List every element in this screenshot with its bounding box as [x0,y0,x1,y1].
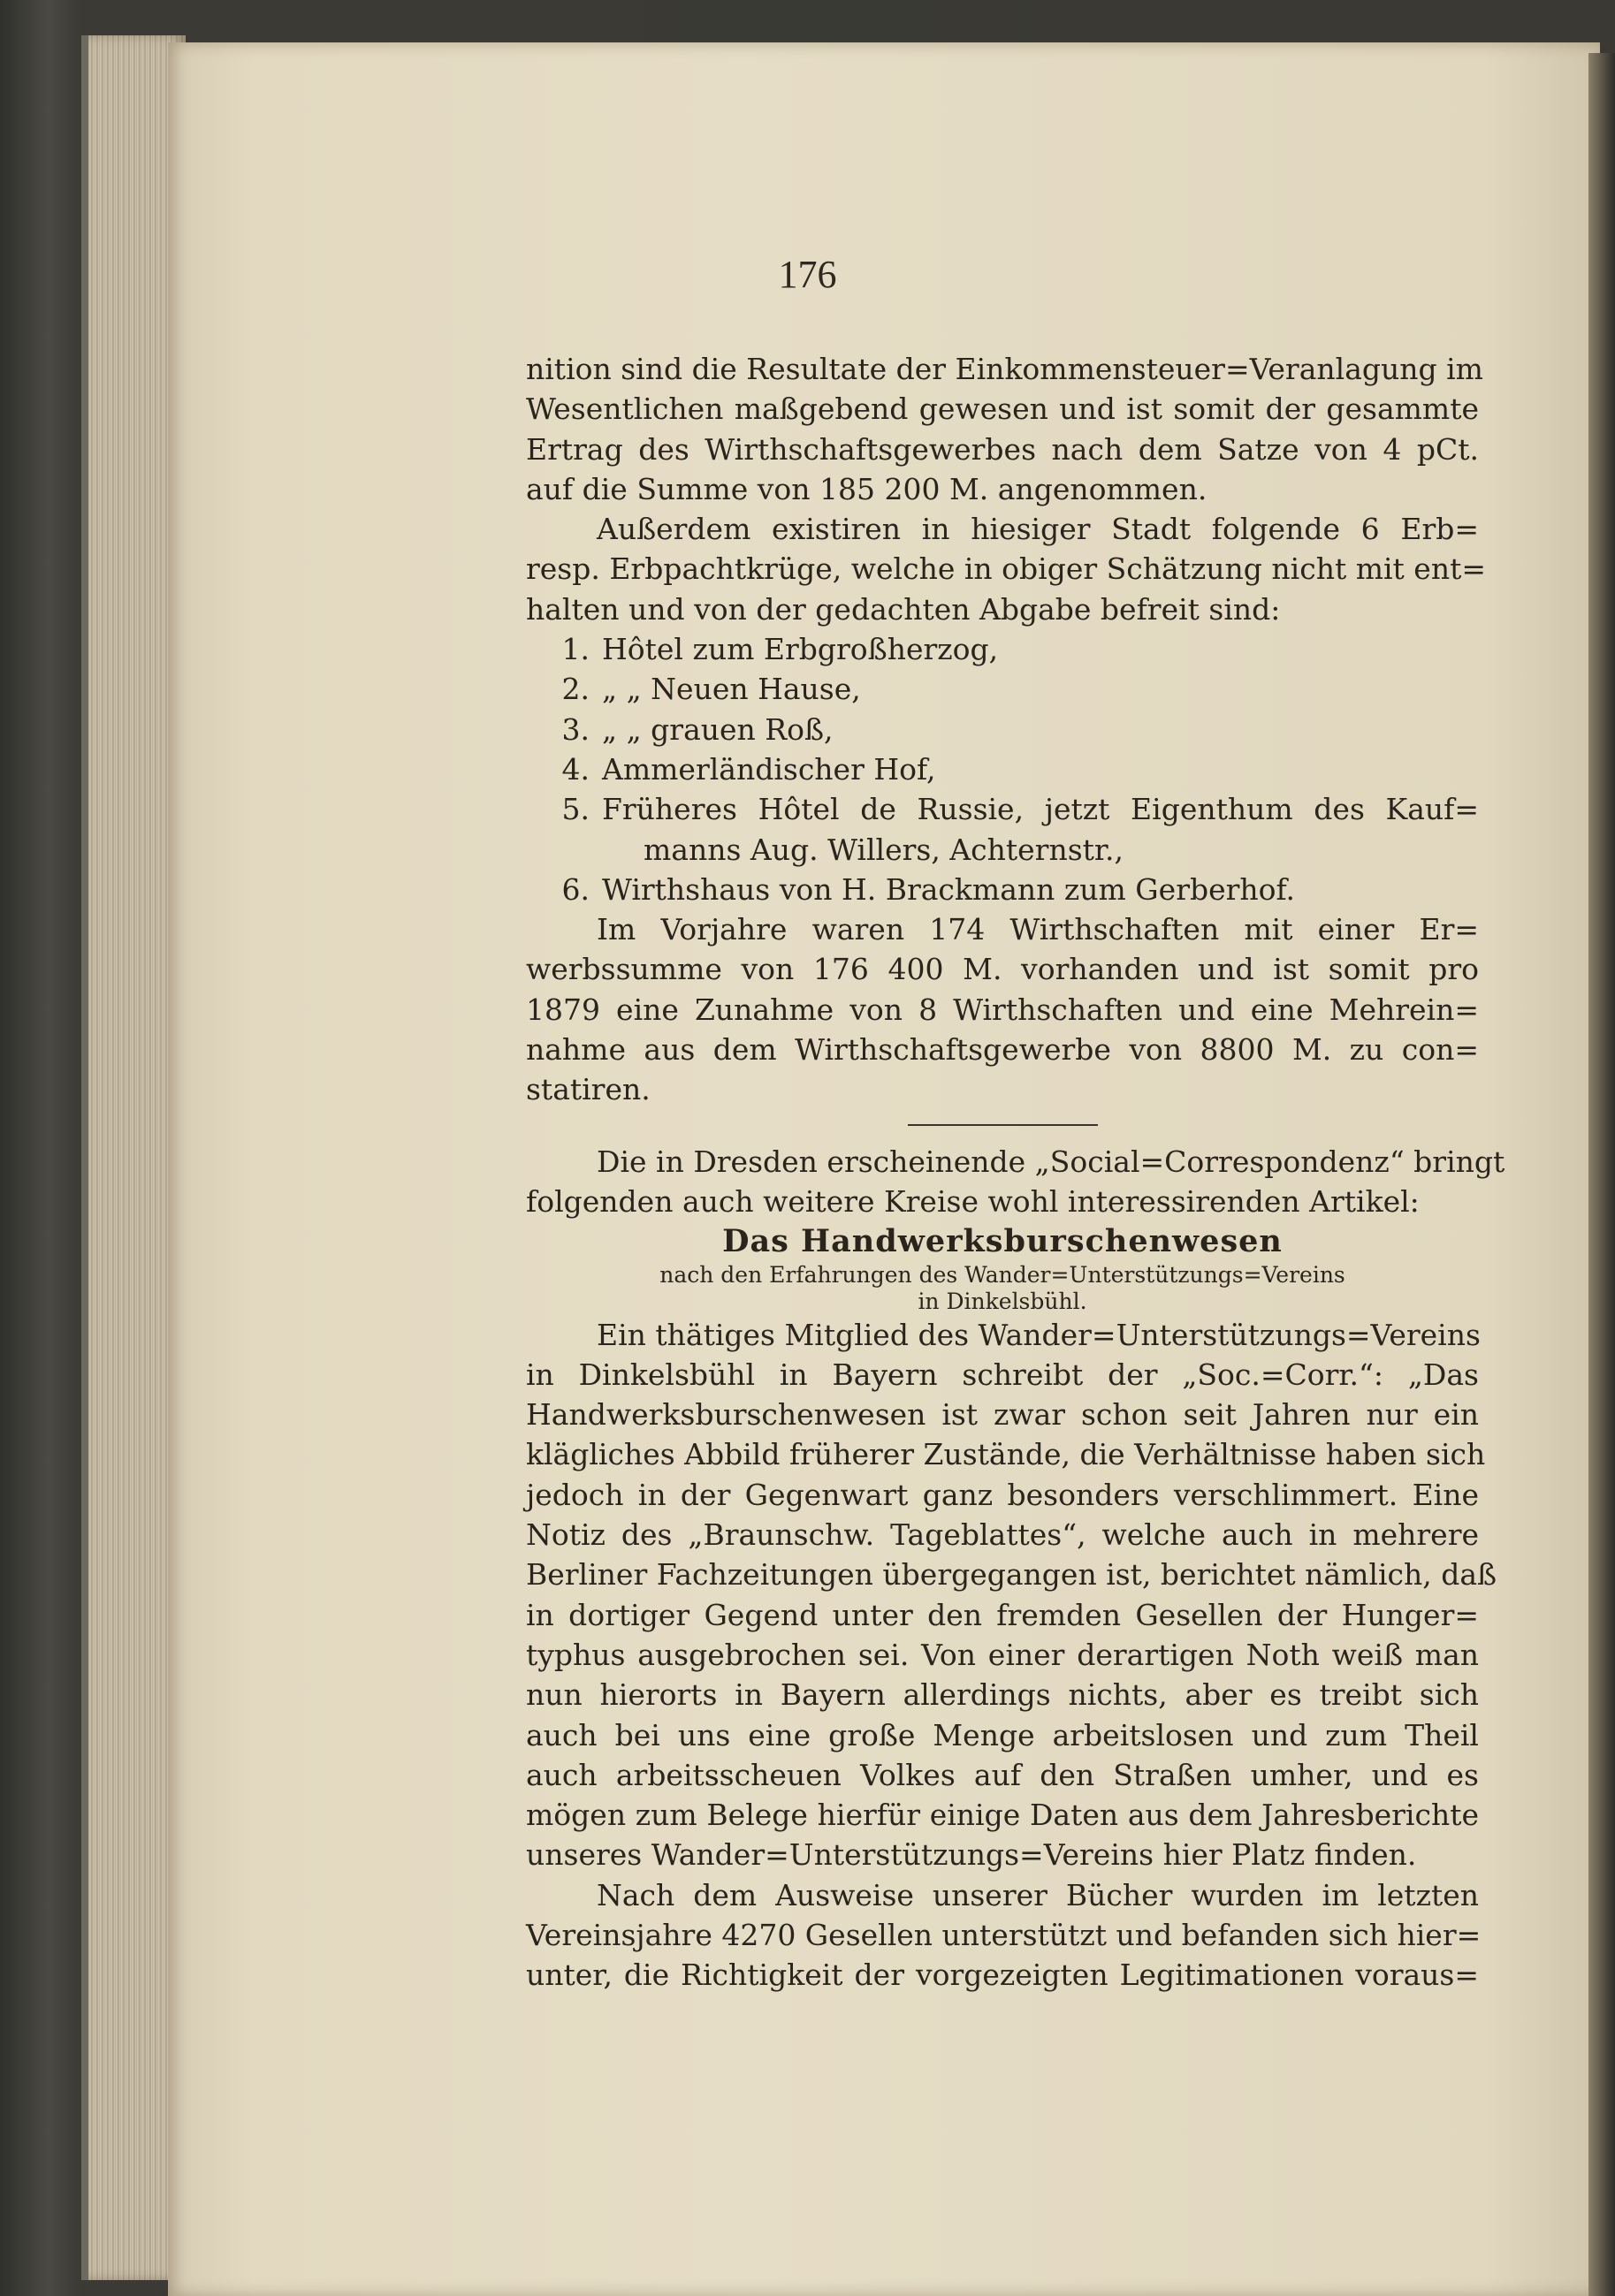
inn-list [526,629,1479,909]
text-line: jedoch in der Gegenwart ganz besonders verschlimmert. Eine [526,1477,1479,1512]
text-line: in dortiger Gegend unter den fremden Gesellen der Hunger= [526,1597,1479,1632]
text-line: unseres Wander=Unterstützungs=Vereins hier Platz finden. [526,1837,1417,1873]
text-line: auch arbeitsscheuen Volkes auf den Straßen umher, und es [526,1757,1479,1792]
text-line: Ertrag des Wirthschaftsgewerbes nach dem Satze von 4 pCt. [526,431,1479,467]
paragraph-4 [526,1142,1505,1222]
list-text: „ „ grauen Roß, [602,711,834,747]
text-line: Nach dem Ausweise unserer Bücher wurden im letzten [597,1877,1479,1912]
text-line: werbssumme von 176 400 M. vorhanden und ist somit pro [526,952,1479,987]
text-line: Vereinsjahre 4270 Gesellen unterstützt und befanden sich hier= [526,1917,1482,1952]
paragraph-3 [526,909,1479,1109]
text-line: Notiz des „Braunschw. Tageblattes“, welche auch in mehrere [526,1517,1479,1553]
list-text: Wirthshaus von H. Brackmann zum Gerberhof. [602,871,1296,907]
text-line: nun hierorts in Bayern allerdings nichts, aber es treibt sich [526,1677,1479,1713]
text-line: auch bei uns eine große Menge arbeitslosen und zum Theil [526,1717,1479,1752]
text-line: Berliner Fachzeitungen übergegangen ist, berichtet nämlich, daß [526,1557,1497,1593]
text-line: nahme aus dem Wirthschaftsgewerbe von 8800 M. zu con= [526,1032,1479,1068]
list-number: 2. [561,672,590,707]
page-number: 176 [778,253,837,296]
text-line: auf die Summe von 185 200 M. angenommen. [526,471,1207,506]
subtitle-line: in Dinkelsbühl. [918,1288,1087,1314]
subtitle-line: nach den Erfahrungen des Wander=Unterstützungs=Vereins [659,1261,1345,1288]
text-line: Im Vorjahre waren 174 Wirthschaften mit einer Er= [597,912,1479,947]
text-line: Wesentlichen maßgebend gewesen und ist somit der gesammte [526,392,1479,427]
text-line: in Dinkelsbühl in Bayern schreibt der „Soc.=Corr.“: „Das [526,1357,1479,1392]
list-item [526,710,1479,749]
text-line: resp. Erbpachtkrüge, welche in obiger Schätzung nicht mit ent= [526,551,1487,587]
text-line: nition sind die Resultate der Einkommensteuer=Veranlagung im [526,352,1483,386]
list-text: Ammerländischer Hof, [602,751,936,787]
paragraph-1 [526,349,1483,509]
list-item [526,749,1479,789]
list-item-continuation: manns Aug. Willers, Achternstr., [644,832,1124,867]
text-line: Ein thätiges Mitglied des Wander=Unterstützungs=Vereins [597,1317,1481,1352]
list-item [526,789,1479,829]
text-line: statiren. [526,1072,651,1107]
list-item [526,629,1479,669]
text-line: 1879 eine Zunahme von 8 Wirthschaften und eine Mehrein= [526,992,1479,1027]
list-text: „ „ Neuen Hause, [602,672,861,707]
paragraph-2 [526,509,1487,629]
list-text: Hôtel zum Erbgroßherzog, [602,632,999,667]
right-shadow [1588,53,1615,2296]
text-line: typhus ausgebrochen sei. Von einer derartigen Noth weiß man [526,1637,1479,1672]
list-number: 5. [561,792,590,827]
text-line: Außerdem existiren in hiesiger Stadt folgende 6 Erb= [597,512,1479,547]
text-line: folgenden auch weitere Kreise wohl interessirenden Artikel: [526,1183,1420,1219]
page-text [526,349,1505,1996]
list-number: 6. [561,871,590,907]
paragraph-6 [526,1875,1482,1996]
text-line: halten und von der gedachten Abgabe befreit sind: [526,591,1281,627]
text-line: Die in Dresden erscheinende „Social=Correspondenz“ bringt [597,1144,1505,1179]
list-number: 3. [561,711,590,747]
text-line: mögen zum Belege hierfür einige Daten aus dem Jahresberichte [526,1798,1479,1833]
list-number: 4. [561,751,590,787]
article-subtitle [526,1262,1479,1315]
text-line: Handwerksburschenwesen ist zwar schon seit Jahren nur ein [526,1397,1479,1433]
list-item [526,669,1479,709]
text-line: klägliches Abbild früherer Zustände, die Verhältnisse haben sich [526,1437,1486,1472]
list-text: Früheres Hôtel de Russie, jetzt Eigenthum des Kauf= [602,792,1479,827]
article-title: Das Handwerksburschenwesen [722,1223,1283,1260]
list-item [526,870,1479,909]
paragraph-5 [526,1315,1497,1875]
text-line: unter, die Richtigkeit der vorgezeigten Legitimationen voraus= [526,1958,1479,1993]
list-number: 1. [561,632,590,667]
section-divider [908,1124,1098,1126]
